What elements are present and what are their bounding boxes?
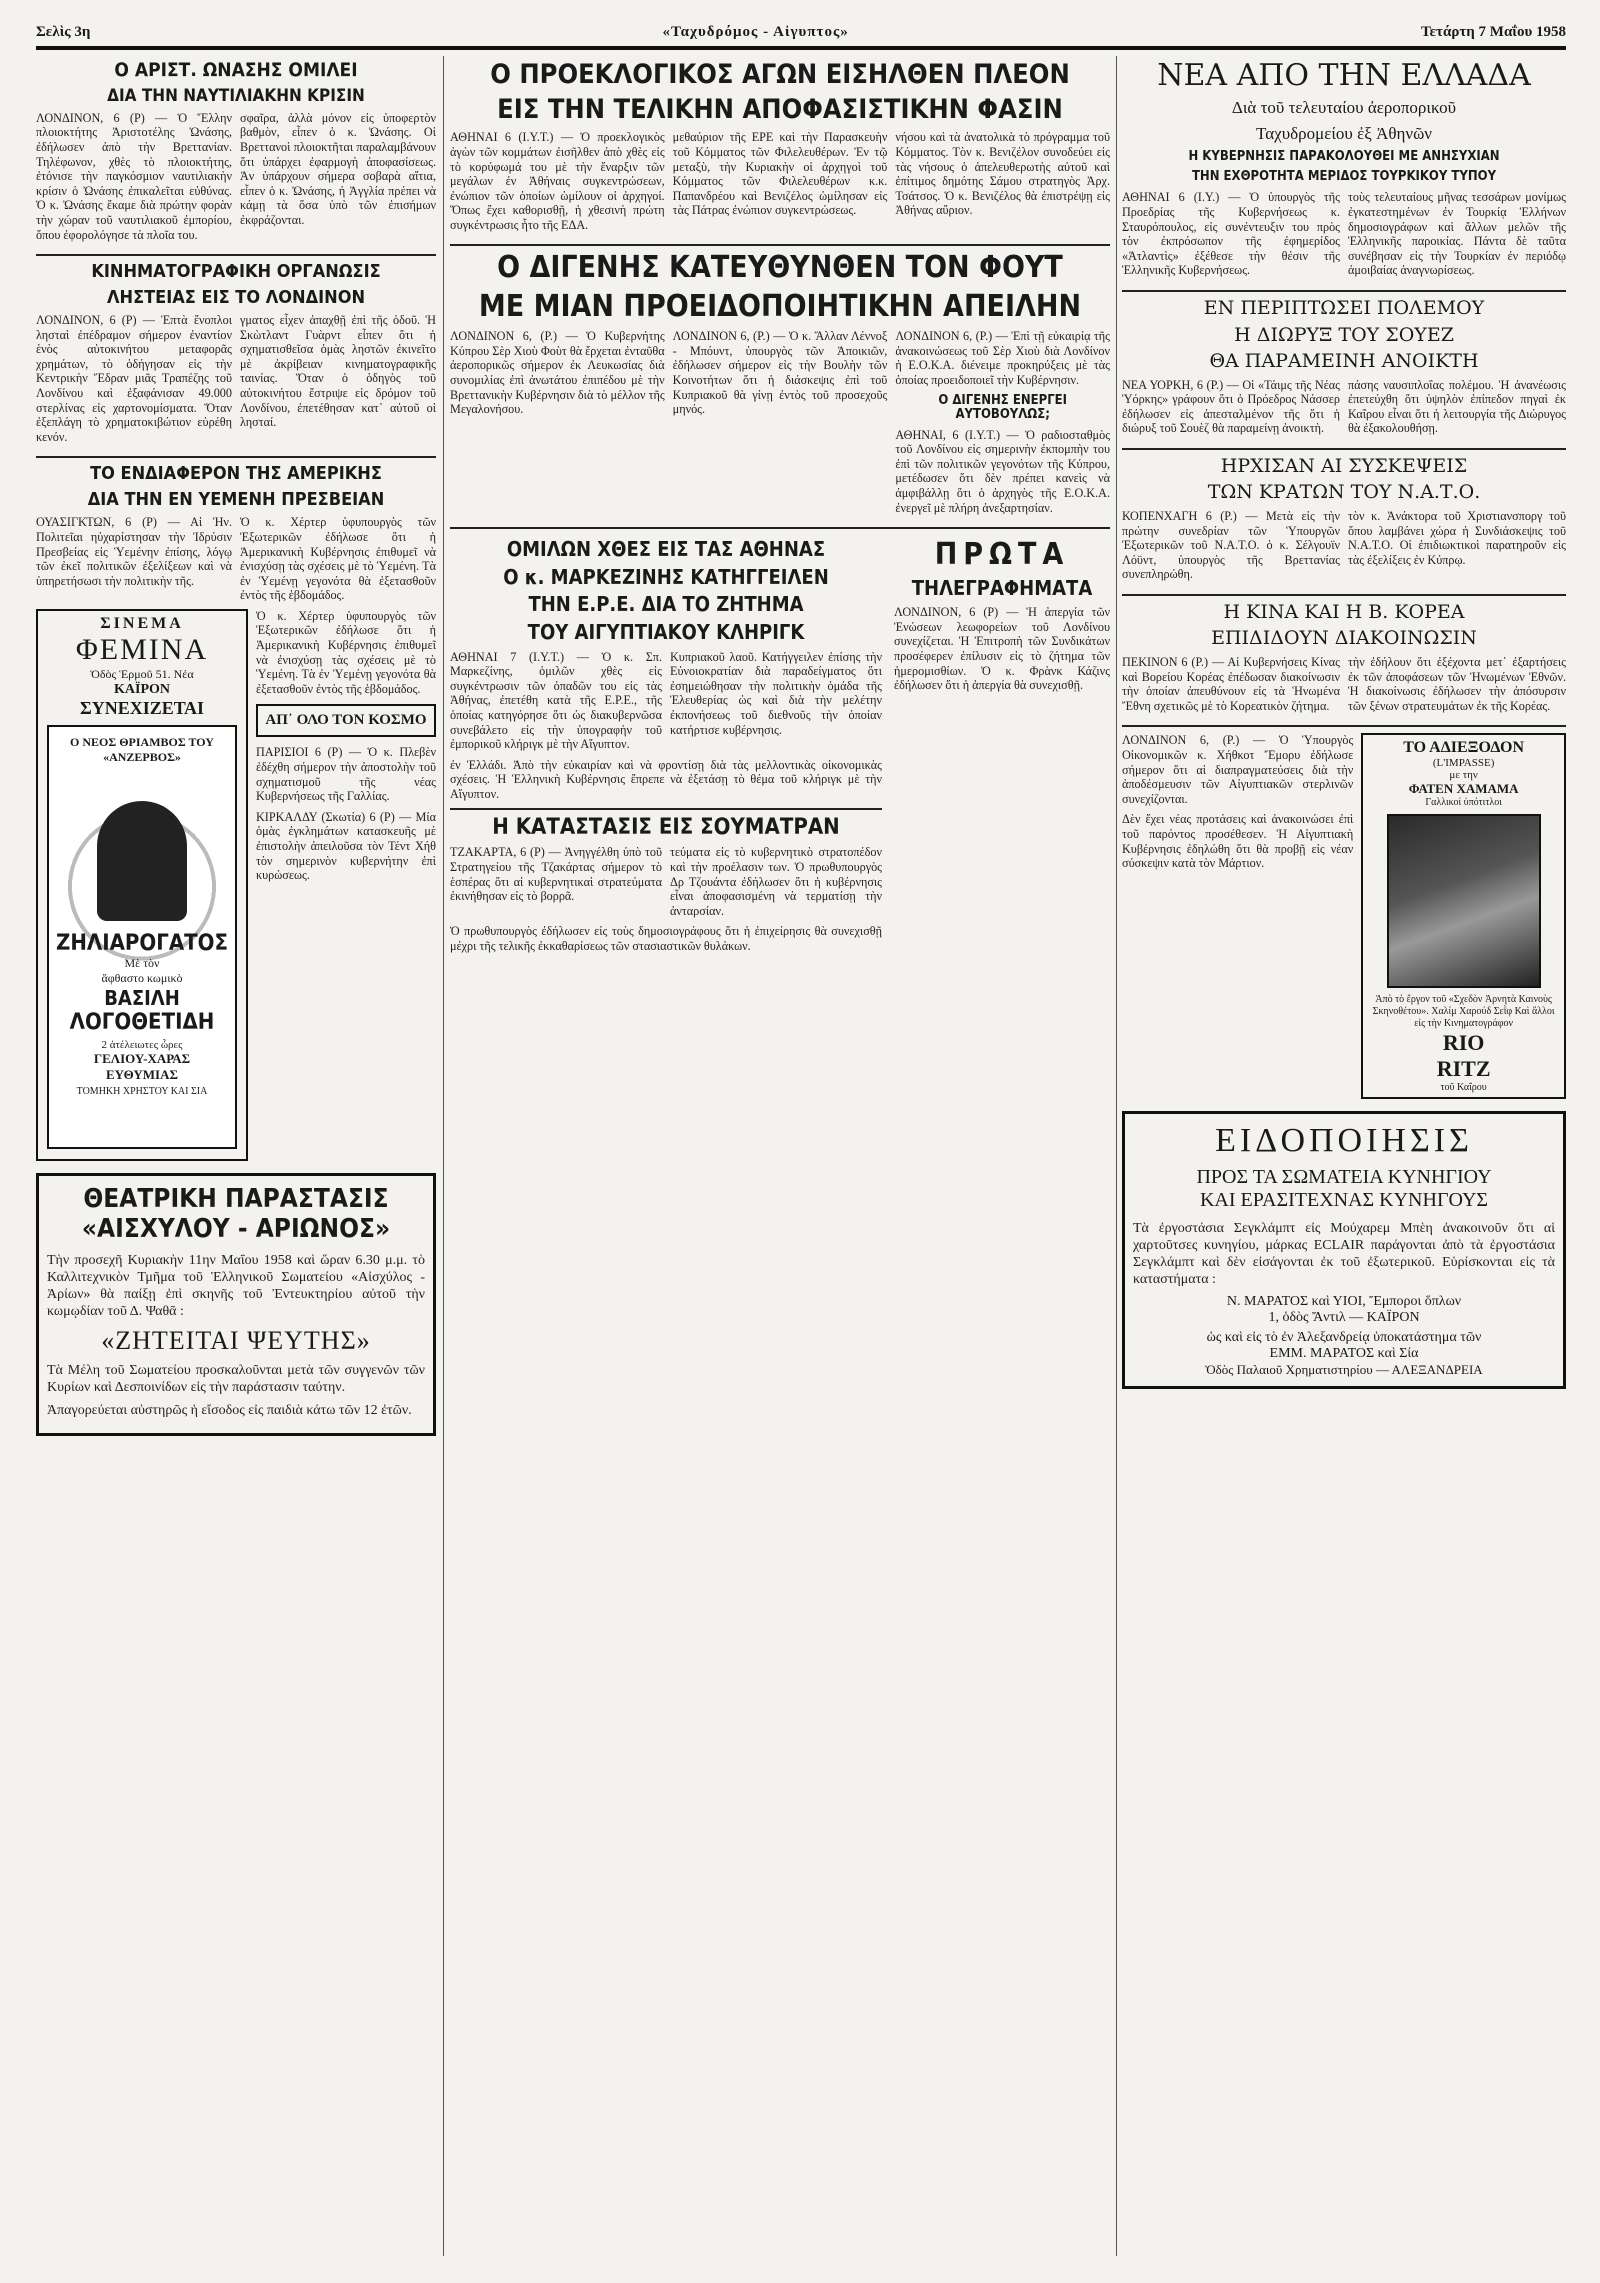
cinema-femina-ad [36, 609, 248, 1161]
masthead [36, 18, 1566, 50]
headline-second: ΤΗΛΕΓΡΑΦΗΜΑΤΑ [911, 575, 1093, 600]
article-text: ΝΕΑ ΥΟΡΚΗ, 6 (Ρ.) — Οἱ «Τάιμς τῆς Νέας Ὑόρκης» γράφουν ὅτι ὁ Πρόεδρος Νάσσερ ἐδήλωσεν εἰς ἀπεσταλμένον τῆς ὅτι ἡ διώρυξ τοῦ Σουὲζ θὰ παραμείνῃ ἀνοικτὴ. [1122, 377, 1340, 436]
article-text-kirkcaldy: ΚΙΡΚΑΛΔΥ (Σκωτία) 6 (Ρ) — Μία ὁμὰς ἐγκλημάτων κατασκευῆς μὲ ἐπιστολὴν ἀπειλοῦσα τὸν Τέντ Χήθ τὸν σημερινὸν κυβερνήτην ἐπὶ κυρώσεως. [256, 809, 436, 883]
article-korea [1122, 602, 1566, 719]
headline: ΟΜΙΛΩΝ ΧΘΕΣ ΕΙΣ ΤΑΣ ΑΘΗΝΑΣ [506, 537, 826, 562]
subtitle: Διὰ τοῦ τελευταίου ἀεροπορικοῦ [1231, 98, 1457, 118]
divider [1122, 448, 1566, 450]
article-text: τὸν κ. Ἀνάκτορα τοῦ Χριστιανσποργ τοῦ ὅπου λαμβάνει χώρα ἡ Συνδιάσκεψις τοῦ Ν.Α.Τ.Ο. Οἱ ἐπιδιωκτικοὶ παρατηροῦν εἰς τὰς ἐξελίξεις ἐν Κύπρῳ. [1348, 508, 1566, 567]
headline-fourth: ΤΟΥ ΑΙΓΥΠΤΙΑΚΟΥ ΚΛΗΡΙΓΚ [527, 620, 805, 645]
article-text: ΛΟΝΔΙΝΟΝ 6, (Ρ.) — Ἐπὶ τῇ εὐκαιρίᾳ τῆς ἀνακοινώσεως τοῦ Σὲρ Χιοὺ διὰ Λονδίνον ἡ Ε.Ο.Κ.Α. διένειμε προκηρύξεις μὲ τὰς ὁποίας προειδοποιεῖ τὴν Κυβέρνησιν. [895, 329, 1110, 388]
notice-title: ΕΙΔΟΠΟΙΗΣΙΣ [1215, 1122, 1473, 1160]
divider [1122, 725, 1566, 727]
article-election [450, 60, 1110, 238]
article-text: ΛΟΝΔΙΝΟΝ, 6 (Ρ) — Ἡ ἀπεργία τῶν Ἐνώσεων λεωφορείων τοῦ Λονδίνου συνεχίζεται. Ἡ Ἐπιτροπὴ τῶν Συνδικάτων προσέφερεν ἐπίλυσιν εἰς τὸ ζήτημα τῶν ἡμερομισθίων. Ὁ κ. Φρὰνκ Κάζινς ἐδήλωσεν ὅτι ἡ ἀπεργία θὰ συνεχισθῇ. [894, 605, 1110, 693]
star-photo-image [1387, 814, 1541, 988]
newspaper-name: «Ταχυδρόμος - Αἰγυπτος» [662, 23, 849, 40]
article-text: ΤΖΑΚΑΡΤΑ, 6 (Ρ) — Ἀνηγγέλθη ὑπὸ τοῦ Στρατηγείου τῆς Τζακάρτας σήμερον τὸ ἑσπέρας ὅτι αἱ κυβερνητικαὶ στρατεύματα ἐκινήθησαν εἰς τὸ βορρᾶ. [450, 845, 662, 904]
column-divider [1116, 56, 1117, 2256]
poster-figure-image [97, 801, 187, 921]
headline-second: ΛΗΣΤΕΙΑΣ ΕΙΣ ΤΟ ΛΟΝΔΙΝΟΝ [106, 286, 366, 308]
divider [450, 808, 882, 810]
play-title: «ΖΗΤΕΙΤΑΙ ΨΕΥΤΗΣ» [101, 1325, 371, 1355]
theatre-title: ΘΕΑΤΡΙΚΗ ΠΑΡΑΣΤΑΣΙΣ [83, 1183, 389, 1214]
article-text: σφαῖρα, ἀλλὰ μόνον εἰς ὑποφερτὸν βαθμὸν, εἶπεν ὁ κ. Ὠνάσης. Οἱ Βρεττανοὶ πλοιοκτῆται παραλαμβάνουν ὅτι ὑπάρχει ἐφαρμογὴ ἀποφασίσεως. Ἀν ὑπάρχουν σήμερα σοβαρὰ αἴτια, εἶπεν ὁ κ. Ὠνάσης, ἡ Ἀγγλία πρέπει νὰ κάμῃ τὰ ὅσα ὑπὸ τῶν ἐπισήμων ἐκφράζονται. [240, 110, 436, 228]
headline: ΤΟ ΕΝΔΙΑΦΕΡΟΝ ΤΗΣ ΑΜΕΡΙΚΗΣ [90, 463, 382, 485]
film-caption: Ἀπὸ τὸ ἔργον τοῦ «Σχεδὸν Ἀρνητὰ Καινοὺς Σκηνοθέτου». Χαλίμ Χαρούδ Σεῒφ Καὶ ἄλλοι εἰς τὴν Κινηματογράφον [1372, 994, 1555, 1030]
headline-second: ΜΕ ΜΙΑΝ ΠΡΟΕΙΔΟΠΟΙΗΤΙΚΗΝ ΑΠΕΙΛΗΝ [478, 288, 1082, 324]
article-text: ἐν Ἑλλάδι. Ἀπὸ τὴν εὐκαιρίαν καὶ νὰ φροντίσῃ διὰ τὰς μελλοντικὰς οἰκονομικὰς σχέσεις. Ἡ Ἑλληνικὴ Κυβέρνησις ἔπρεπε νὰ ἐξετάσῃ τὸ θέμα τοῦ κλήριγκ μὲ τὴν Αἴγυπτον. [450, 757, 882, 801]
cinema-address: Ὁδὸς Ἑρμοῦ 51. Νέα [90, 666, 194, 681]
article-nato [1122, 456, 1566, 588]
headline-second: ΔΙΑ ΤΗΝ ΕΝ ΥΕΜΕΝΗ ΠΡΕΣΒΕΙΑΝ [87, 488, 385, 510]
cinema-status: ΣΥΝΕΧΙΖΕΤΑΙ [79, 697, 205, 718]
headline-third: ΘΑ ΠΑΡΑΜΕΙΝΗ ΑΝΟΙΚΤΗ [1209, 350, 1479, 373]
headline: Η ΚΑΤΑΣΤΑΣΙΣ ΕΙΣ ΣΟΥΜΑΤΡΑΝ [492, 814, 840, 840]
headline: Ο ΔΙΓΕΝΗΣ ΚΑΤΕΥΘΥΝΘΕΝ ΤΟΝ ΦΟΥΤ [497, 250, 1063, 286]
film-title: ΤΟ ΑΔΙΕΞΟΔΟΝ [1403, 739, 1525, 757]
article-text: Δὲν ἔχει νέας προτάσεις καὶ ἀνακοινώσει ἐπὶ τοῦ παρόντος προσέθεσεν. Ἡ Αἰγυπτιακὴ Κυβέρνησις ἐδηλώθη ὅτι θὰ προβῇ εἰς νέαν σύσκεψιν κατὰ τὸν Μάρτιον. [1122, 812, 1354, 871]
article-suez [1122, 298, 1566, 442]
article-text: γματος εἶχεν ἀπαχθῇ ἐπὶ τῆς ὁδοῦ. Ἡ Σκὼτλαντ Γυὰρντ εἶπεν ὅτι ἡ σχηματισθεῖσα ὁμὰς ληστῶν ἐκινεῖτο μὲ ἀκρίβειαν κινηματογραφικῆς ταινίας. Ὅταν ὁ ὁδηγὸς τοῦ αὐτοκινήτου ἔστριψε εἰς δρόμον τοῦ Λονδίνου, ἐπετέθησαν κατ᾽ αὐτοῦ οἱ λησταί. [240, 313, 436, 430]
shop-name: Ν. ΜΑΡΑΤΟΣ καὶ ΥΙΟΙ, Ἔμποροι ὅπλων [1226, 1294, 1462, 1310]
article-onassis [36, 60, 436, 248]
article-text: ΑΘΗΝΑΙ 6 (Ι.Υ.) — Ὁ ὑπουργὸς τῆς Προεδρίας τῆς Κυβερνήσεως κ. Σταυρόπουλος, εἰς συνέντευξιν του πρὸς τὸν ἐκπρόσωπον τῆς ἐφημερίδος «Ἀτλαντὶς» ἐξέθεσε τὴν θέσιν τῆς Ἑλληνικῆς Κυβερνήσεως. [1122, 190, 1340, 278]
article-text: τεύματα εἰς τὸ κυβερνητικὸ στρατοπέδον καὶ τὴν προέλασιν των. Ὁ πρωθυπουργὸς Δρ Τζουάντα ἐδήλωσεν ὅτι ἡ κυβέρνησις εἶναι ἀποφασισμένη νὰ τερματίσῃ τὴν ἀνταρσίαν. [670, 845, 882, 918]
film-with: με την [1449, 769, 1478, 782]
article-text: πάσης ναυσιπλοΐας πολέμου. Ἡ ἀνανέωσις ἐπετεύχθη ὅτι ὑψηλὸν ἐπίπεδον πηγαὶ ἐκ Καΐρου εἶναι ὅτι ἡ λειτουργία τῆς Διώρυγος θὰ ἐξακολουθήσῃ. [1348, 377, 1566, 436]
article-text: τὴν ἐδήλουν ὅτι ἐξέχοντα μετ᾽ ἐξαρτήσεις ἐκ τῶν ἀποφάσεων τῶν Ἡνωμένων Ἐθνῶν. Ἡ διακοίνωσις ἐδήλωσεν τὴν ἀπόσυρσιν τῶν ξένων στρατευμάτων ἐκ τῆς Κορέας. [1348, 654, 1566, 713]
article-text: ΛΟΝΔΙΝΟΝ, 6 (Ρ) — Ὁ Ἕλλην πλοιοκτήτης Ἀριστοτέλης Ὠνάσης, ἐδήλωσεν ἀπὸ τὴν Βρεττανίαν. Τηλέφωνον, χθὲς τὸ πλοιοκτήτης, ἐτόνισε τὴν παγκόσμιον ναυτιλιακὴν κρίσιν ὁ Ὠνάσης ἐπικαλεῖται εὐθύνας. Ὁ κ. Ὠνάσης ἔκαμε διὰ πρώτην φορὰν τὴν χώραν τοῦ ναυτιλιακοῦ ἐμπορίου, ὅπου ἐφορολόγησε τὰ πλοῖα του. [36, 110, 232, 242]
film-subtitle: (L'IMPASSE) [1432, 757, 1495, 770]
article-text: νήσου καὶ τὰ ἀνατολικὰ τὸ πρόγραμμα τοῦ Κόμματος. Τὸν κ. Βενιζέλον συνοδεύει εἰς τὰς νήσους ὁ ἀπελευθερωτὴς αὐτοῦ καὶ ἐπίτιμος δημότης Σάμου στρατηγὸς Ἀρχ. Τσάτσος. Ὁ κ. Βενιζέλος θὰ ἐπιστρέψῃ εἰς Ἀθήνας αὔριον. [895, 130, 1110, 218]
issue-date: Τετάρτη 7 Μαΐου 1958 [1420, 23, 1566, 40]
article-markezinis [450, 539, 882, 801]
ad-label: ΣΙΝΕΜΑ [100, 614, 184, 632]
headline: Ο ΑΡΙΣΤ. ΩΝΑΣΗΣ ΟΜΙΛΕΙ [114, 59, 358, 81]
article-sumatra [450, 816, 882, 954]
column-right [1122, 56, 1566, 1397]
headline-second: ΕΠΙΔΙΔΟΥΝ ΔΙΑΚΟΙΝΩΣΙΝ [1211, 627, 1477, 650]
divider [1122, 290, 1566, 292]
film-poster [47, 725, 237, 1149]
article-prota [894, 539, 1110, 693]
theatre-invite: Τὰ Μέλη τοῦ Σωματείου προσκαλοῦνται μετὰ τῶν συγγενῶν τῶν Κυρίων καὶ Δεσποινίδων εἰς τὴν παράστασιν ταύτην. [47, 1362, 425, 1395]
article-text: ΛΟΝΔΙΝΟΝ, 6 (Ρ) — Ἑπτὰ ἔνοπλοι λησταὶ ἐπέδραμον σήμερον ἐναντίον ἑνὸς αὐτοκινήτου μεταφορᾶς χρημάτων, τὸ ὁδήγησαν εἰς τὴν Κεντρικὴν Ἕδραν μιᾶς Τραπέζης τοῦ Λονδίνου καὶ ἐξαφάνισαν 49.000 στερλίνας εἰς χαρτονομίσματα. Ὅταν ἐξεπλάγη τὸ χρηματοκιβώτιον εὑρέθη κενόν. [36, 313, 232, 444]
headline: ΝΕΑ ΑΠΟ ΤΗΝ ΕΛΛΑΔΑ [1157, 58, 1531, 93]
headline: ΕΝ ΠΕΡΙΠΤΩΣΕΙ ΠΟΛΕΜΟΥ [1203, 297, 1485, 320]
headline-second: ΕΙΣ ΤΗΝ ΤΕΛΙΚΗΝ ΑΠΟΦΑΣΙΣΤΙΚΗΝ ΦΑΣΙΝ [497, 94, 1063, 126]
article-yemen [36, 464, 436, 608]
subtitle-second: Ταχυδρομείου ἐξ Ἀθηνῶν [1256, 124, 1432, 144]
theatre-notice: Ἀπαγορεύεται αὐστηρῶς ἡ εἴσοδος εἰς παιδιὰ κάτω τῶν 12 ἐτῶν. [47, 1402, 412, 1418]
shop-branch-note: ὡς καὶ εἰς τὸ ἐν Ἀλεξανδρείᾳ ὑποκατάστημα τῶν [1206, 1330, 1482, 1346]
cinema-name: ΦΕΜΙΝΑ [75, 632, 209, 666]
notice-text: Τὰ ἐργοστάσια Σεγκλάμπτ εἰς Μούχαρεμ Μπὲη ἀνακοινοῦν ὅτι αἱ χαρτοῦτσες κυνηγίου, μάρκας ECLAIR παράγονται ἀπὸ τὰ ἐργοστάσια Σεγκλάμπτ καὶ δὲν εἰσάγονται ἐκ τοῦ ἐξωτερικοῦ. Εὑρίσκονται εἰς τὰ καταστήματα : [1133, 1221, 1555, 1288]
article-digenis [450, 252, 1110, 521]
headline: ΠΡΩΤΑ [934, 537, 1070, 573]
headline-second: Η ΔΙΩΡΥΞ ΤΟΥ ΣΟΥΕΖ [1234, 323, 1454, 346]
notice-sub: ΠΡΟΣ ΤΑ ΣΩΜΑΤΕΙΑ ΚΥΝΗΓΙΟΥ [1196, 1166, 1492, 1189]
promo-joy: ΕΥΘΥΜΙΑΣ [106, 1066, 178, 1082]
poster-with: Μὲ τὸν [124, 955, 160, 970]
sub-headline-second: ΤΗΝ ΕΧΘΡΟΤΗΤΑ ΜΕΡΙΔΟΣ ΤΟΥΡΚΙΚΟΥ ΤΥΠΟΥ [1191, 169, 1497, 185]
promo-laughter: ΓΕΛΙΟΥ-ΧΑΡΑΣ [93, 1050, 191, 1066]
page-number: Σελὶς 3η [36, 23, 91, 40]
distributor: ΤΟΜΗΚΗ ΧΡΗΣΤΟΥ ΚΑΙ ΣΙΑ [76, 1085, 208, 1097]
article-cinema-heist [36, 262, 436, 450]
article-text: ΑΘΗΝΑΙ, 6 (Ι.Υ.Τ.) — Ὁ ραδιοσταθμὸς τοῦ Λονδίνου εἰς σημερινὴν ἐκπομπὴν του ἐπὶ τῶν πολιτικῶν γεγονότων τῆς Κύπρου, μετέδωσεν ὅτι δὲν πρέπει κανεὶς νὰ ἀμφιβάλλῃ ὅτι ὁ ἀρχηγὸς τῆς Ε.Ο.Κ.Α. ἐνεργεῖ μὲ πλήρη ἀνεξαρτησίαν. [895, 427, 1110, 515]
article-text: ΟΥΑΣΙΓΚΤΩΝ, 6 (Ρ) — Αἱ Ἡν. Πολιτεῖαι ηὐχαρίστησαν τὴν Ἰδρύσιν Πρεσβείας εἰς Ὑεμένην ἐπίσης, λόγῳ τῶν ἐκεῖ πολιτικῶν ἐξελίξεων καὶ νὰ ὑπηρετήσωσι τὴν πολιτικὴν τῆς. [36, 515, 232, 588]
article-text: Κυπριακοῦ λαοῦ. Κατήγγειλεν ἐπίσης τὴν Εὐνοιοκρατίαν διὰ παραδείγματος ὅτι ἐσημειώθησαν τὴν πολιτικὴν ὁμάδα τῆς Ἐλευθερίας ὡς καὶ διὰ τὴν μελέτην ἐκπονήσεως τοῦ διεθνοῦς τὴν ὁποίαν κατήρτισε κυβέρνησις. [670, 649, 882, 737]
hunting-notice [1122, 1111, 1566, 1389]
divider [450, 527, 1110, 529]
article-text: ΛΟΝΔΙΝΟΝ 6, (Ρ.) — Ὁ Ὑπουργὸς Οἰκονομικῶν κ. Χήθκοτ Ἔμορυ ἐδήλωσε σήμερον ὅτι αἱ διαπραγματεύσεις διὰ τὴν ἀποδέσμευσιν τῶν Αἰγυπτιακῶν στερλινῶν συνεχίζονται. [1122, 733, 1354, 806]
shop-branch-name: ΕΜΜ. ΜΑΡΑΤΟΣ καὶ Σία [1269, 1346, 1419, 1362]
theatre-subtitle: «ΑΙΣΧΥΛΟΥ - ΑΡΙΩΝΟΣ» [81, 1213, 391, 1244]
headline-second: ΔΙΑ ΤΗΝ ΝΑΥΤΙΛΙΑΚΗΝ ΚΡΙΣΙΝ [107, 85, 365, 106]
article-text: Ὁ κ. Χέρτερ ὑφυπουργὸς τῶν Ἐξωτερικῶν ἐδήλωσε ὅτι ἡ Ἀμερικανικὴ Κυβέρνησις ἐπιθυμεῖ νὰ ἐνισχύσῃ τὰς σχέσεις μὲ τὸ Ὑεμένη. Τὰ ἐν Ὑεμένῃ γεγονότα θὰ ἐξετασθοῦν ἐντὸς τῆς ἑβδομάδος. [240, 515, 436, 603]
article-text: Ὁ κ. Χέρτερ ὑφυπουργὸς τῶν Ἐξωτερικῶν ἐδήλωσε ὅτι ἡ Ἀμερικανικὴ Κυβέρνησις ἐπιθυμεῖ νὰ ἐνισχύσῃ τὰς σχέσεις μὲ τὸ Ὑεμένη. Τὰ ἐν Ὑεμένῃ γεγονότα θὰ ἐξετασθοῦν ἐντὸς τῆς ἑβδομάδος. [256, 608, 436, 696]
article-text: ΑΘΗΝΑΙ 6 (Ι.Υ.Τ.) — Ὁ προεκλογικὸς ἀγὼν τῶν κομμάτων ἐισῆλθεν ἀπὸ χθὲς εἰς τὸ κορύφωμά του μὲ τὴν ἔναρξιν τῶν μεγάλων ἐν Ἀθήναις συγκεντρώσεων, ἐνώπιον τῶν ὁποίων ὡμίλουν οἱ ἀρχηγοί. Ὅπως ἔχει καθορισθῇ, ἡ χθεσινὴ πρώτη συγκέντρωσις ἦτο τῆς ΕΔΑ. [450, 130, 665, 232]
divider [450, 244, 1110, 246]
headline-second: Ο κ. ΜΑΡΚΕΖΙΝΗΣ ΚΑΤΗΓΓΕΙΛΕΝ [503, 564, 829, 589]
headline-third: ΤΗΝ Ε.Ρ.Ε. ΔΙΑ ΤΟ ΖΗΤΗΜΑ [528, 592, 804, 617]
headline: ΗΡΧΙΣΑΝ ΑΙ ΣΥΣΚΕΨΕΙΣ [1220, 454, 1468, 477]
poster-actor-note: ἄφθαστο κωμικὸ [101, 970, 183, 985]
notice-sub-second: ΚΑΙ ΕΡΑΣΙΤΕΧΝΑΣ ΚΥΝΗΓΟΥΣ [1199, 1189, 1489, 1212]
article-text-paris: ΠΑΡΙΣΙΟΙ 6 (Ρ) — Ὁ κ. Πλεβὲν ἐδέχθη σήμερον τὴν ἀποστολὴν τοῦ σχηματισμοῦ τῆς νέας Κυβερνήσεως τῆς Γαλλίας. [256, 745, 436, 804]
theatre-text: Τὴν προσεχῆ Κυριακὴν 11ην Μαΐου 1958 καὶ ὥραν 6.30 μ.μ. τὸ Καλλιτεχνικὸν Τμῆμα τοῦ Ἑλληνικοῦ Σωματείου «Αἰσχύλος - Ἀρίων» θὰ παίξῃ ἐπὶ σκηνῆς τοῦ Ἐντευκτηρίου αὐτοῦ τὴν κωμῳδίαν τοῦ Δ. Ψαθᾶ : [47, 1252, 425, 1319]
film-subtitles-note: Γαλλικοί ὑπότιτλοι [1425, 797, 1502, 809]
column-center [450, 56, 1110, 959]
actor-last: ΛΟΓΟΘΕΤΙΔΗ [69, 1009, 215, 1035]
actor-first: ΒΑΣΙΛΗ [104, 985, 180, 1010]
headline: ΚΙΝΗΜΑΤΟΓΡΑΦΙΚΗ ΟΡΓΑΝΩΣΙΣ [91, 261, 381, 283]
film-star: ΦΑΤΕΝ ΧΑΜΑΜΑ [1408, 781, 1519, 797]
film-impasse-ad [1361, 733, 1566, 1099]
column-left [36, 56, 436, 1444]
cinema-ritz: RITZ [1436, 1056, 1491, 1082]
shop-branch-address: Ὁδὸς Παλαιοῦ Χρηματιστηρίου — ΑΛΕΞΑΝΔΡΕΙΑ [1205, 1362, 1483, 1378]
headline-second: ΤΩΝ ΚΡΑΤΩΝ ΤΟΥ Ν.Α.Τ.Ο. [1207, 481, 1481, 504]
article-text: Ὁ πρωθυπουργὸς ἐδήλωσεν εἰς τοὺς δημοσιογράφους ὅτι ἡ ἐπιχείρησις θὰ συνεχισθῇ μέχρι τῆς τελικῆς ἐκκαθαρίσεως τῶν στασιαστικῶν θυλάκων. [450, 924, 882, 953]
article-text: τοὺς τελευταίους μῆνας τεσσάρων μονίμως ἐγκατεστημένων ἐν Τουρκίᾳ Ἑλλήνων δημοσιογράφων καὶ ἄλλων μελῶν τῆς Ἑλληνικῆς παροικίας. Πάντα δὲ ταῦτα συνέβησαν εἰς τὴν Τουρκίαν ἐν περιόδῳ ἀμοιβαίας ἀναγνωρίσεως. [1348, 190, 1566, 278]
poster-arc-text: Ο ΝΕΟΣ ΘΡΙΑΜΒΟΣ ΤΟΥ «ΑΝΖΕΡΒΟΣ» [70, 734, 214, 764]
shop-address: 1, ὁδὸς Ἄντιλ — ΚΑΪΡΟΝ [1268, 1310, 1420, 1326]
article-greece [1122, 60, 1566, 284]
article-text: ΑΘΗΝΑΙ 7 (Ι.Υ.Τ.) — Ὁ κ. Σπ. Μαρκεζίνης, ὁμιλῶν χθὲς εἰς συγκέντρωσιν τῶν ὀπαδῶν του εἰς τὰς Ἀθήνας, ἐπετέθη κατὰ τῆς Ε.Ρ.Ε., τῆς ὁποίας κατηγόρησε ὅτι ὡς διακυβερνῶσα συνεβάλετο εἰς τὴν ὑπογραφὴν τοῦ ἐμπορικοῦ κλήριγκ μὲ τὴν Αἴγυπτον. [450, 649, 662, 752]
article-text: μεθαύριον τῆς ΕΡΕ καὶ τὴν Παρασκευὴν τοῦ Κόμματος τῶν Φιλελευθέρων. Ἐν τῷ μεταξὺ, τὴν Κυριακὴν οἱ ἀρχηγοὶ τοῦ Κόμματος τῶν Φιλελευθέρων κ.κ. Παπανδρέου καὶ Βενιζέλος ὡμίλησαν εἰς τὰς Πάτρας ἐνώπιον συγκεντρώσεως. [672, 130, 888, 218]
headline: Ο ΠΡΟΕΚΛΟΓΙΚΟΣ ΑΓΩΝ ΕΙΣΗΛΘΕΝ ΠΛΕΟΝ [490, 59, 1070, 90]
article-text: ΠΕΚΙΝΟΝ 6 (Ρ.) — Αἱ Κυβερνήσεις Κίνας καὶ Βορείου Κορέας ἐπέδωσαν διακοίνωσιν τὴν ὁποίαν ἀπευθύνουν εἰς τὰ Ἡνωμένα Ἔθνη σχετικῶς μὲ τὸ Κορεατικὸν ζήτημα. [1122, 654, 1340, 713]
film-title: ΖΗΛΙΑΡΟΓΑΤΟΣ [55, 930, 228, 956]
promo-hours: 2 ἀτέλειωτες ὧρες [101, 1038, 183, 1051]
cinema-city: ΚΑΪΡΟΝ [114, 681, 170, 697]
sub-headline: Ο ΔΙΓΕΝΗΣ ΕΝΕΡΓΕΙ ΑΥΤΟΒΟΥΛΩΣ; [938, 392, 1067, 422]
apo-olo-ad: ΑΠ᾽ ΟΛΟ ΤΟΝ ΚΟΣΜΟ [256, 704, 436, 737]
cinema-rio: RIO [1442, 1030, 1485, 1056]
article-text: ΛΟΝΔΙΝΟΝ 6, (Ρ.) — Ὁ κ. Ἄλλαν Λέννοξ - Μπόυντ, ὑπουργὸς τῶν Ἀποικιῶν, ἐδήλωσεν σήμερον εἰς τὴν Βουλὴν τῶν Κοινοτήτων ὅτι ἡ διάσκεψις ἐπὶ τοῦ Κυπριακοῦ θὰ γίνῃ ἐντὸς τοῦ προσεχοῦς μηνός. [672, 329, 888, 417]
sub-headline: Η ΚΥΒΕΡΝΗΣΙΣ ΠΑΡΑΚΟΛΟΥΘΕΙ ΜΕ ΑΝΗΣΥΧΙΑΝ [1188, 149, 1500, 165]
article-text: ΚΟΠΕΝΧΑΓΗ 6 (Ρ.) — Μετὰ εἰς τὴν πρώτην συνεδρίαν τῶν Ὑπουργῶν Ἐξωτερικῶν τοῦ Ν.Α.Τ.Ο. ὁ κ. Σέλγουϊν Λόϋντ, ὑπουργὸς τῆς Βρεττανίας συνεπληρώθη. [1122, 508, 1340, 582]
column-divider [443, 56, 444, 2256]
cinema-city-note: τοῦ Καΐρου [1440, 1082, 1487, 1094]
headline: Η ΚΙΝΑ ΚΑΙ Η Β. ΚΟΡΕΑ [1223, 600, 1465, 623]
divider [1122, 594, 1566, 596]
article-egypt-text [1122, 733, 1353, 1093]
divider [36, 254, 436, 256]
article-text: ΛΟΝΔΙΝΟΝ 6, (Ρ.) — Ὁ Κυβερνήτης Κύπρου Σὲρ Χιοὺ Φοὺτ θὰ ἔρχεται ἐνταῦθα ἀεροπορικῶς σήμερον ἐκ Λευκωσίας διὰ συνομιλίας ἐπὶ ἀνωτάτου ἐπιπέδου μὲ τὴν Βρεττανικὴν Κυβέρνησιν διὰ τὸ μέλλον τῆς Μεγαλονήσου. [450, 329, 665, 417]
divider [36, 456, 436, 458]
theatre-ad [36, 1173, 436, 1436]
